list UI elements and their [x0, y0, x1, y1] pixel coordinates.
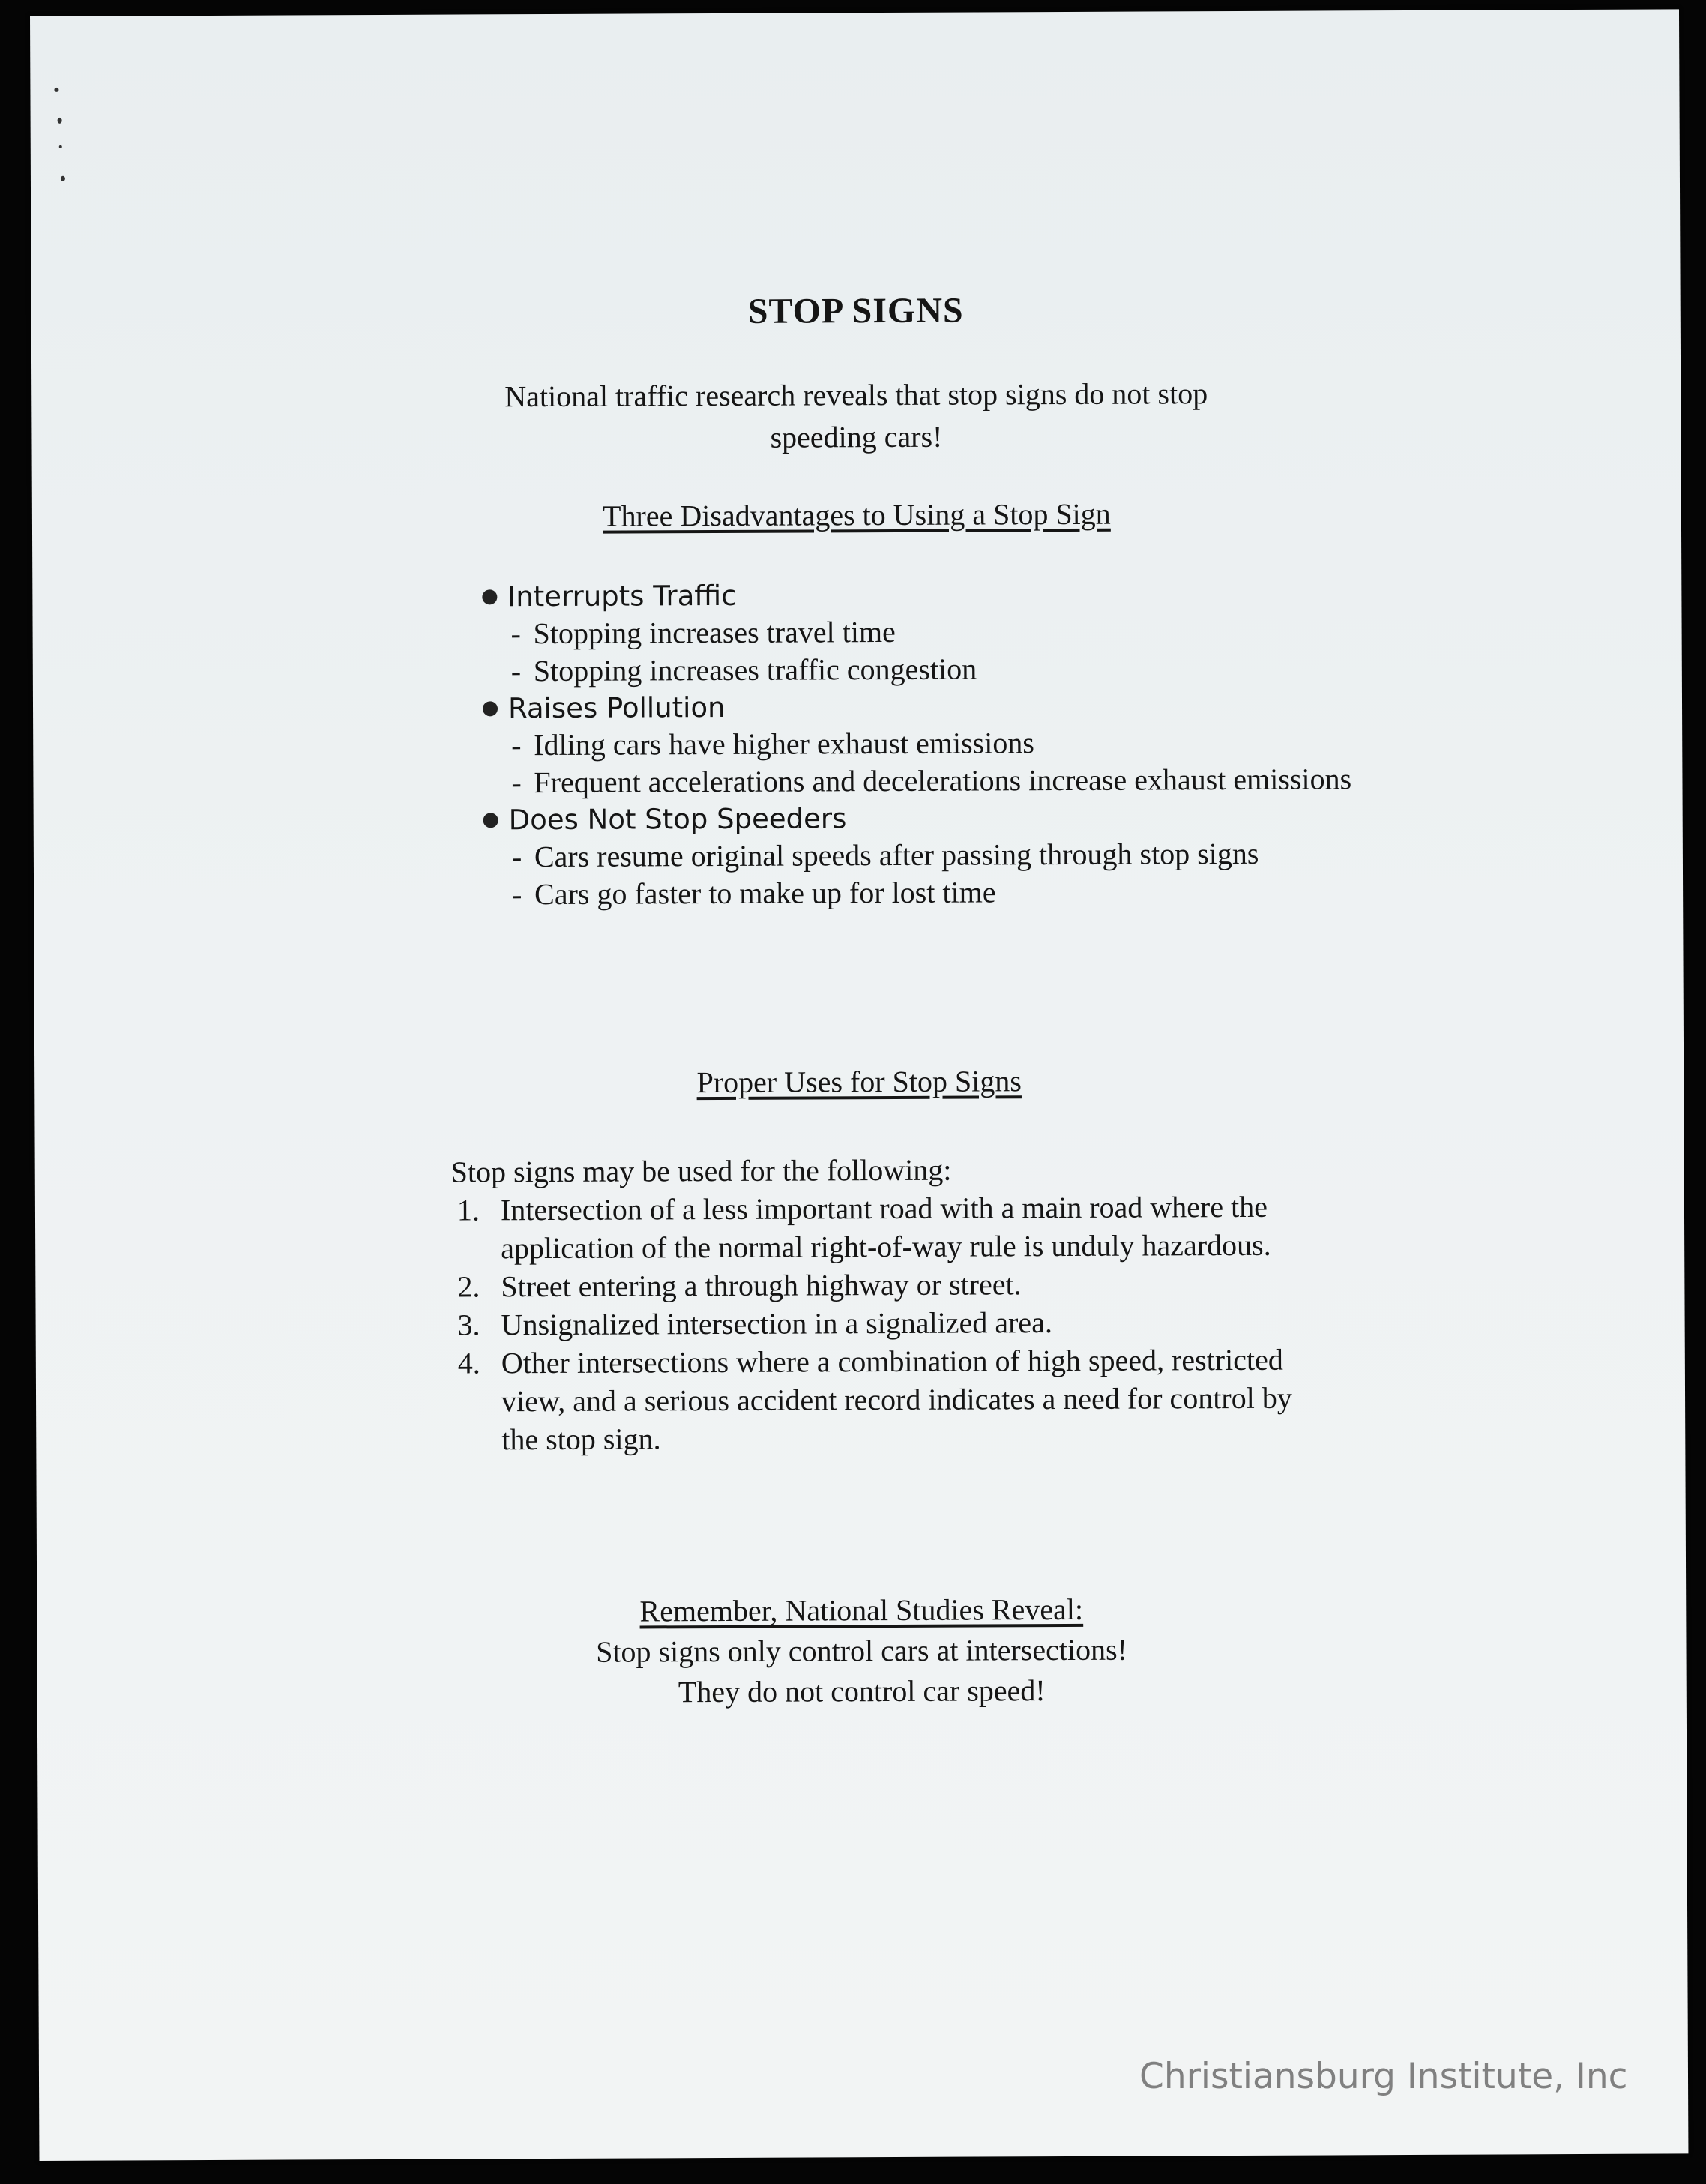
watermark: Christiansburg Institute, Inc: [1139, 2056, 1628, 2097]
list-item: - Cars resume original speeds after passing through stop signs: [511, 836, 1259, 874]
item-number: 2.: [457, 1269, 480, 1304]
document-page: [30, 9, 1688, 2161]
uses-intro: Stop signs may be used for the following:: [450, 1152, 952, 1189]
item-number: 1.: [456, 1193, 480, 1227]
closing-heading: Remember, National Studies Reveal:: [639, 1592, 1084, 1628]
item-number: 3.: [457, 1308, 480, 1342]
list-item: - Stopping increases traffic congestion: [510, 652, 977, 688]
list-item: [480, 574, 1380, 615]
item-text: Unsignalized intersection in a signalized area.: [501, 1305, 1052, 1342]
list-item: [481, 686, 1381, 727]
intro-text: National traffic research reveals that stop signs do not stop speeding cars!: [504, 376, 1208, 454]
disadvantage-label: Interrupts Traffic: [507, 579, 737, 613]
uses-list: [451, 1187, 1397, 1458]
disadvantages-heading: Three Disadvantages to Using a Stop Sign: [602, 496, 1111, 533]
closing-block: [37, 1586, 1687, 1715]
closing-line: They do not control car speed!: [678, 1673, 1046, 1709]
list-item: - Idling cars have higher exhaust emissions: [511, 726, 1034, 762]
item-text: Street entering a through highway or street.: [501, 1267, 1022, 1304]
disadvantage-point: Stopping increases travel time: [533, 614, 896, 651]
disadvantage-point: Cars resume original speeds after passing through stop signs: [534, 836, 1259, 874]
page-title: STOP SIGNS: [747, 290, 964, 331]
item-text: Other intersections where a combination of high speed, restricted view, and a serious accident record indicates a need for control by the stop sign.: [501, 1342, 1292, 1457]
disadvantage-point: Stopping increases traffic congestion: [533, 652, 977, 688]
punch-mark: [61, 176, 65, 181]
list-item: - Stopping increases travel time: [510, 614, 896, 651]
list-item: [452, 1341, 1312, 1459]
list-item: [451, 1263, 1396, 1305]
item-number: 4.: [457, 1346, 480, 1380]
list-item: - Cars go faster to make up for lost time: [512, 875, 996, 912]
disadvantage-label: Raises Pollution: [507, 691, 726, 725]
closing-line: Stop signs only control cars at intersections!: [596, 1632, 1128, 1669]
uses-heading: Proper Uses for Stop Signs: [696, 1064, 1022, 1100]
bullet-icon: [482, 589, 497, 604]
uses-section: [451, 1149, 1397, 1458]
disadvantage-point: Frequent accelerations and decelerations increase exhaust emissions: [534, 762, 1352, 800]
disadvantages-list: [480, 574, 1381, 913]
bullet-icon: [483, 701, 498, 716]
list-item: [452, 1302, 1396, 1344]
punch-mark: [59, 145, 62, 148]
item-text: Intersection of a less important road with a main road where the application of the normal right-of-way rule is unduly hazardous.: [500, 1189, 1271, 1266]
list-item: [451, 1187, 1396, 1267]
disadvantage-point: Idling cars have higher exhaust emissions: [534, 726, 1034, 762]
list-item: [482, 798, 1381, 838]
disadvantage-point: Cars go faster to make up for lost time: [534, 875, 996, 912]
bullet-icon: [483, 813, 498, 828]
list-item: - Frequent accelerations and decelerations increase exhaust emissions: [511, 762, 1352, 800]
punch-mark: [58, 118, 62, 124]
punch-mark: [54, 88, 58, 92]
disadvantage-label: Does Not Stop Speeders: [508, 802, 847, 837]
